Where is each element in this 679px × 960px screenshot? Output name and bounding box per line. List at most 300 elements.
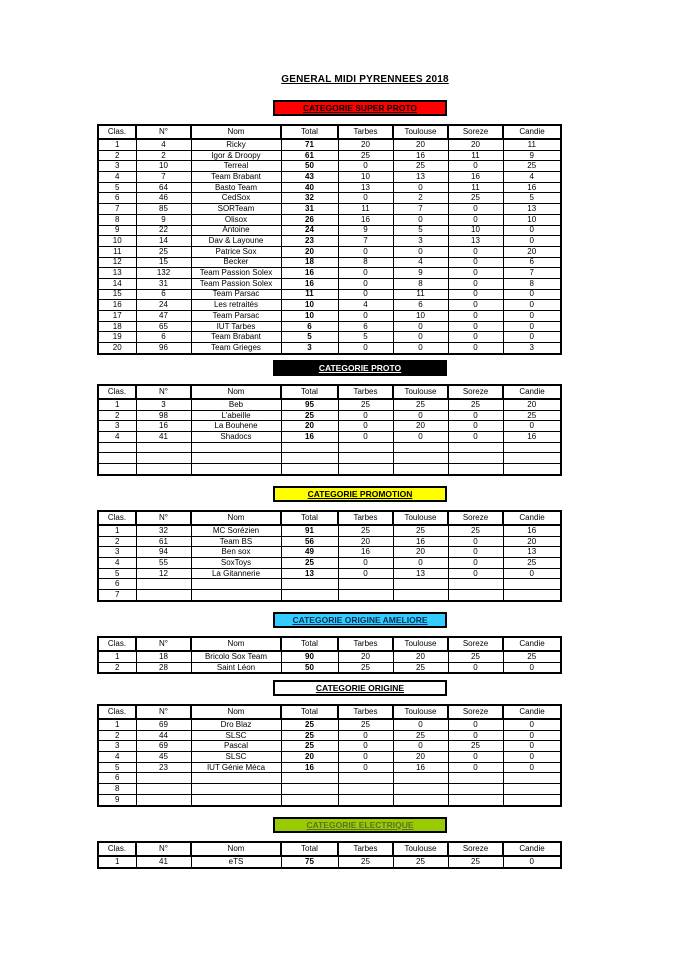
- table-cell: [98, 464, 136, 475]
- table-cell: 25: [281, 719, 338, 730]
- table-cell: 25: [281, 741, 338, 752]
- table-cell: 0: [393, 321, 448, 332]
- standings-table: [97, 384, 562, 476]
- table-cell: 0: [338, 161, 393, 172]
- table-cell: 0: [448, 214, 503, 225]
- table-cell: 10: [448, 225, 503, 236]
- column-header: Soreze: [448, 511, 503, 525]
- table-row: [98, 453, 561, 464]
- table-cell: 25: [393, 662, 448, 673]
- table-cell: 20: [503, 536, 561, 547]
- table-cell: 3: [281, 343, 338, 354]
- standings-table: [97, 841, 562, 869]
- category-banner-label: CATEGORIE SUPER PROTO: [303, 102, 417, 113]
- table-cell: [503, 453, 561, 464]
- table-cell: 16: [393, 150, 448, 161]
- table-cell: 0: [338, 343, 393, 354]
- table-cell: 16: [281, 268, 338, 279]
- table-cell: 6: [98, 193, 136, 204]
- table-cell: [191, 784, 281, 795]
- table-cell: 23: [136, 762, 191, 773]
- table-cell: 9: [338, 225, 393, 236]
- table-cell: 32: [136, 525, 191, 536]
- table-cell: 20: [393, 651, 448, 662]
- table-cell: 20: [98, 343, 136, 354]
- standings-table: [97, 510, 562, 602]
- table-cell: 8: [98, 784, 136, 795]
- column-header: Clas.: [98, 125, 136, 139]
- column-header: Tarbes: [338, 842, 393, 856]
- table-cell: 55: [136, 558, 191, 569]
- table-header-row: [98, 705, 561, 719]
- table-cell: [338, 794, 393, 805]
- category-banner-label: CATEGORIE ORIGINE: [315, 682, 405, 693]
- table-cell: 0: [448, 730, 503, 741]
- table-row: [98, 300, 561, 311]
- table-cell: 31: [136, 278, 191, 289]
- table-cell: Terreal: [191, 161, 281, 172]
- table-cell: 13: [503, 204, 561, 215]
- column-header: Candie: [503, 637, 561, 651]
- table-cell: Patrice Sox: [191, 246, 281, 257]
- table-cell: 13: [393, 568, 448, 579]
- table-row: [98, 161, 561, 172]
- table-cell: 17: [98, 311, 136, 322]
- table-cell: 25: [448, 193, 503, 204]
- table-cell: 25: [448, 651, 503, 662]
- table-cell: 4: [338, 300, 393, 311]
- column-header: Tarbes: [338, 125, 393, 139]
- table-cell: [448, 794, 503, 805]
- table-cell: 0: [338, 278, 393, 289]
- table-cell: 0: [393, 332, 448, 343]
- table-cell: [338, 784, 393, 795]
- table-row: [98, 773, 561, 784]
- table-cell: 1: [98, 525, 136, 536]
- table-cell: 6: [281, 321, 338, 332]
- table-cell: 3: [98, 547, 136, 558]
- table-cell: SORTeam: [191, 204, 281, 215]
- table-cell: 25: [448, 525, 503, 536]
- table-cell: 20: [338, 651, 393, 662]
- column-header: Candie: [503, 125, 561, 139]
- table-cell: 5: [338, 332, 393, 343]
- table-cell: [191, 794, 281, 805]
- table-cell: 0: [338, 246, 393, 257]
- column-header: Nom: [191, 511, 281, 525]
- table-cell: 6: [98, 579, 136, 590]
- column-header: Total: [281, 125, 338, 139]
- table-cell: 0: [503, 662, 561, 673]
- table-cell: 0: [338, 421, 393, 432]
- table-cell: 7: [136, 172, 191, 183]
- table-cell: [393, 794, 448, 805]
- table-cell: [136, 784, 191, 795]
- column-header: N°: [136, 511, 191, 525]
- table-cell: 12: [136, 568, 191, 579]
- table-cell: 13: [281, 568, 338, 579]
- table-row: [98, 278, 561, 289]
- table-cell: [503, 590, 561, 601]
- table-cell: 20: [503, 399, 561, 410]
- table-cell: [393, 464, 448, 475]
- table-row: [98, 410, 561, 421]
- table-cell: 25: [503, 558, 561, 569]
- table-cell: La Gitannerie: [191, 568, 281, 579]
- table-cell: 13: [98, 268, 136, 279]
- table-header-row: [98, 125, 561, 139]
- column-header: N°: [136, 637, 191, 651]
- table-header-row: [98, 511, 561, 525]
- table-cell: 20: [503, 246, 561, 257]
- table-cell: 5: [98, 568, 136, 579]
- table-row: [98, 399, 561, 410]
- table-cell: 20: [281, 421, 338, 432]
- table-cell: 4: [98, 172, 136, 183]
- table-cell: 0: [448, 558, 503, 569]
- column-header: Tarbes: [338, 705, 393, 719]
- table-row: [98, 558, 561, 569]
- table-cell: 44: [136, 730, 191, 741]
- column-header: Nom: [191, 385, 281, 399]
- table-row: [98, 432, 561, 443]
- table-cell: Pascal: [191, 741, 281, 752]
- table-cell: [281, 784, 338, 795]
- category-banner-label: CATEGORIE PROTO: [318, 362, 402, 373]
- table-cell: 25: [338, 662, 393, 673]
- table-cell: 0: [448, 410, 503, 421]
- table-cell: 7: [98, 204, 136, 215]
- table-cell: 11: [448, 182, 503, 193]
- table-cell: [503, 442, 561, 453]
- table-cell: IUT Génie Méca: [191, 762, 281, 773]
- table-cell: 0: [448, 332, 503, 343]
- table-cell: [136, 773, 191, 784]
- table-cell: 0: [448, 432, 503, 443]
- table-cell: 25: [338, 525, 393, 536]
- table-cell: 0: [448, 289, 503, 300]
- table-cell: 25: [281, 410, 338, 421]
- table-cell: [338, 453, 393, 464]
- table-cell: [191, 590, 281, 601]
- column-header: Candie: [503, 842, 561, 856]
- column-header: Clas.: [98, 511, 136, 525]
- table-cell: 4: [98, 558, 136, 569]
- table-row: [98, 730, 561, 741]
- table-cell: 1: [98, 719, 136, 730]
- table-cell: 18: [98, 321, 136, 332]
- table-cell: 5: [393, 225, 448, 236]
- category-section-electrique: [0, 817, 679, 869]
- table-cell: 50: [281, 161, 338, 172]
- table-cell: 5: [98, 762, 136, 773]
- table-cell: [448, 453, 503, 464]
- table-cell: 25: [393, 161, 448, 172]
- table-cell: 19: [98, 332, 136, 343]
- table-cell: 0: [448, 278, 503, 289]
- table-cell: 2: [393, 193, 448, 204]
- table-cell: 20: [338, 536, 393, 547]
- table-cell: 20: [393, 547, 448, 558]
- table-cell: 20: [448, 139, 503, 150]
- table-cell: 22: [136, 225, 191, 236]
- table-header-row: [98, 385, 561, 399]
- table-cell: 25: [393, 399, 448, 410]
- column-header: Total: [281, 385, 338, 399]
- table-cell: [191, 773, 281, 784]
- table-cell: 3: [98, 421, 136, 432]
- table-cell: 0: [393, 432, 448, 443]
- table-cell: 90: [281, 651, 338, 662]
- table-cell: [136, 453, 191, 464]
- table-cell: 25: [503, 651, 561, 662]
- table-cell: 46: [136, 193, 191, 204]
- table-cell: 2: [136, 150, 191, 161]
- table-cell: 25: [448, 399, 503, 410]
- table-cell: Beb: [191, 399, 281, 410]
- table-cell: [136, 464, 191, 475]
- column-header: Tarbes: [338, 511, 393, 525]
- table-cell: 16: [338, 214, 393, 225]
- table-cell: 0: [393, 343, 448, 354]
- table-cell: 16: [281, 762, 338, 773]
- table-row: [98, 525, 561, 536]
- column-header: Toulouse: [393, 385, 448, 399]
- table-cell: 0: [503, 289, 561, 300]
- table-row: [98, 268, 561, 279]
- table-cell: 25: [393, 730, 448, 741]
- table-cell: [281, 442, 338, 453]
- table-header-row: [98, 842, 561, 856]
- table-cell: SoxToys: [191, 558, 281, 569]
- table-cell: 25: [338, 856, 393, 868]
- table-cell: 0: [503, 225, 561, 236]
- table-cell: 14: [136, 236, 191, 247]
- table-cell: [281, 773, 338, 784]
- table-cell: [281, 453, 338, 464]
- table-cell: 0: [448, 547, 503, 558]
- table-cell: 16: [281, 432, 338, 443]
- table-cell: 6: [338, 321, 393, 332]
- table-cell: [448, 773, 503, 784]
- column-header: N°: [136, 842, 191, 856]
- table-cell: Team Passion Solex: [191, 278, 281, 289]
- table-cell: 43: [281, 172, 338, 183]
- table-cell: 3: [136, 399, 191, 410]
- table-cell: 9: [98, 225, 136, 236]
- table-row: [98, 193, 561, 204]
- table-cell: 4: [393, 257, 448, 268]
- table-cell: 11: [338, 204, 393, 215]
- table-cell: 132: [136, 268, 191, 279]
- table-row: [98, 741, 561, 752]
- table-cell: 16: [393, 762, 448, 773]
- column-header: Tarbes: [338, 637, 393, 651]
- column-header: Candie: [503, 511, 561, 525]
- table-cell: [503, 464, 561, 475]
- table-cell: Becker: [191, 257, 281, 268]
- standings-table: [97, 636, 562, 674]
- table-cell: SLSC: [191, 730, 281, 741]
- table-cell: 18: [281, 257, 338, 268]
- table-cell: 47: [136, 311, 191, 322]
- table-cell: 64: [136, 182, 191, 193]
- table-cell: 1: [98, 139, 136, 150]
- table-cell: [503, 794, 561, 805]
- category-banner-origine-ameliore: [273, 612, 447, 628]
- table-cell: Dav & Layoune: [191, 236, 281, 247]
- column-header: Toulouse: [393, 637, 448, 651]
- table-cell: [338, 442, 393, 453]
- table-cell: [281, 464, 338, 475]
- table-cell: Basto Team: [191, 182, 281, 193]
- table-row: [98, 139, 561, 150]
- table-cell: [393, 579, 448, 590]
- table-cell: 4: [98, 752, 136, 763]
- table-cell: 3: [98, 161, 136, 172]
- table-cell: Team Parsac: [191, 289, 281, 300]
- table-cell: [136, 442, 191, 453]
- table-cell: MC Sorézien: [191, 525, 281, 536]
- table-cell: 4: [136, 139, 191, 150]
- table-cell: 0: [338, 568, 393, 579]
- table-cell: 45: [136, 752, 191, 763]
- standings-table: [97, 704, 562, 807]
- table-cell: 13: [448, 236, 503, 247]
- table-cell: 10: [338, 172, 393, 183]
- table-cell: [281, 590, 338, 601]
- table-cell: 23: [281, 236, 338, 247]
- table-cell: L'abeille: [191, 410, 281, 421]
- category-section-origine: [0, 680, 679, 807]
- table-cell: 3: [393, 236, 448, 247]
- table-cell: 15: [98, 289, 136, 300]
- table-row: [98, 784, 561, 795]
- table-cell: 0: [338, 410, 393, 421]
- table-cell: Team Passion Solex: [191, 268, 281, 279]
- table-cell: 0: [448, 752, 503, 763]
- table-cell: 1: [98, 856, 136, 868]
- table-cell: 25: [338, 399, 393, 410]
- table-cell: 0: [393, 741, 448, 752]
- table-row: [98, 204, 561, 215]
- category-section-proto: [0, 360, 679, 476]
- table-cell: 16: [136, 421, 191, 432]
- table-row: [98, 719, 561, 730]
- table-cell: 25: [448, 741, 503, 752]
- table-cell: 0: [503, 762, 561, 773]
- table-cell: 16: [393, 536, 448, 547]
- table-cell: 56: [281, 536, 338, 547]
- table-cell: 2: [98, 150, 136, 161]
- table-cell: 91: [281, 525, 338, 536]
- table-cell: 0: [448, 257, 503, 268]
- table-cell: CedSox: [191, 193, 281, 204]
- table-cell: 25: [503, 161, 561, 172]
- table-cell: 25: [281, 730, 338, 741]
- table-cell: [191, 453, 281, 464]
- table-cell: 31: [281, 204, 338, 215]
- table-cell: Les retraités: [191, 300, 281, 311]
- table-cell: 24: [281, 225, 338, 236]
- table-cell: 2: [98, 536, 136, 547]
- table-cell: 0: [448, 421, 503, 432]
- column-header: Soreze: [448, 842, 503, 856]
- table-cell: 9: [136, 214, 191, 225]
- table-cell: 3: [98, 741, 136, 752]
- table-cell: 61: [136, 536, 191, 547]
- column-header: Toulouse: [393, 125, 448, 139]
- table-cell: 0: [448, 268, 503, 279]
- table-cell: 20: [393, 421, 448, 432]
- table-cell: 20: [393, 139, 448, 150]
- table-cell: Bricolo Sox Team: [191, 651, 281, 662]
- table-cell: 0: [393, 214, 448, 225]
- column-header: Toulouse: [393, 842, 448, 856]
- table-cell: 0: [503, 236, 561, 247]
- table-cell: [503, 773, 561, 784]
- table-cell: 0: [338, 752, 393, 763]
- table-cell: 9: [503, 150, 561, 161]
- column-header: Clas.: [98, 637, 136, 651]
- column-header: Nom: [191, 125, 281, 139]
- table-cell: Dro Blaz: [191, 719, 281, 730]
- table-cell: Team Brabant: [191, 332, 281, 343]
- table-cell: 0: [393, 558, 448, 569]
- table-row: [98, 464, 561, 475]
- table-cell: 11: [448, 150, 503, 161]
- table-cell: 0: [503, 741, 561, 752]
- table-cell: [98, 453, 136, 464]
- table-row: [98, 421, 561, 432]
- table-cell: 5: [281, 332, 338, 343]
- column-header: Soreze: [448, 385, 503, 399]
- table-cell: 0: [338, 311, 393, 322]
- table-cell: 24: [136, 300, 191, 311]
- table-cell: [338, 464, 393, 475]
- table-cell: 6: [136, 289, 191, 300]
- column-header: Nom: [191, 705, 281, 719]
- table-cell: 10: [503, 214, 561, 225]
- table-cell: IUT Tarbes: [191, 321, 281, 332]
- table-cell: 25: [503, 410, 561, 421]
- table-cell: 11: [503, 139, 561, 150]
- table-cell: 0: [393, 246, 448, 257]
- table-cell: 0: [503, 421, 561, 432]
- table-cell: [503, 579, 561, 590]
- table-cell: 25: [448, 856, 503, 868]
- table-cell: 11: [393, 289, 448, 300]
- table-cell: 16: [98, 300, 136, 311]
- column-header: Total: [281, 637, 338, 651]
- table-cell: 0: [503, 568, 561, 579]
- table-cell: 16: [503, 432, 561, 443]
- table-cell: 0: [448, 662, 503, 673]
- table-row: [98, 246, 561, 257]
- table-cell: 0: [503, 730, 561, 741]
- table-cell: 0: [448, 204, 503, 215]
- table-cell: 0: [338, 289, 393, 300]
- table-row: [98, 236, 561, 247]
- table-cell: Team Parsac: [191, 311, 281, 322]
- table-cell: 15: [136, 257, 191, 268]
- table-cell: 2: [98, 410, 136, 421]
- category-banner-origine: [273, 680, 447, 696]
- table-cell: 0: [448, 568, 503, 579]
- table-cell: 26: [281, 214, 338, 225]
- table-cell: eTS: [191, 856, 281, 868]
- table-cell: [338, 579, 393, 590]
